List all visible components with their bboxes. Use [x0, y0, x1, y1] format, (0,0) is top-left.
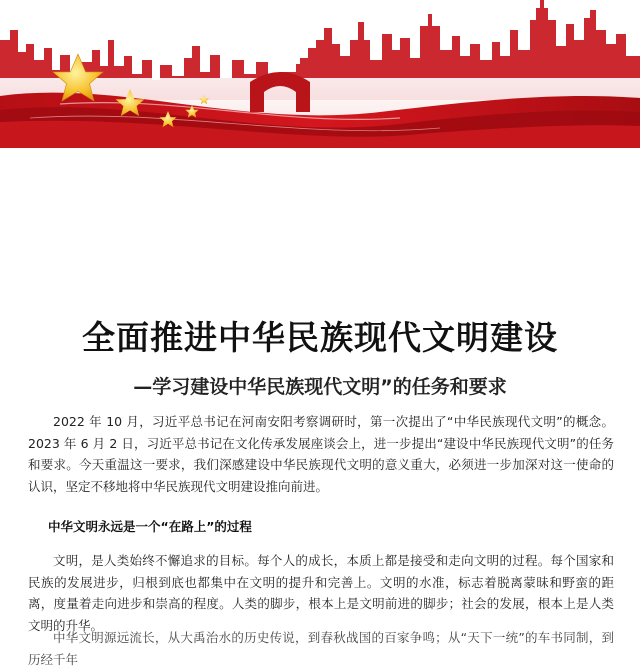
paragraph: 文明，是人类始终不懈追求的目标。每个人的成长，本质上都是接受和走向文明的过程。每个国家和民族的发展进步，归根到底也都集中在文明的提升和完善上。文明的水准，标志着脱离蒙昧和野蛮的距离，度量着走向进步和崇高的程度。人类的脚步，根本上是文明前进的脚步；社会的发展，根本上是人类文明的升华。 — [28, 553, 614, 633]
header-banner — [0, 0, 640, 148]
paragraph: 2022 年 10 月，习近平总书记在河南安阳考察调研时，第一次提出了“中华民族现代文明”的概念。2023 年 6 月 2 日，习近平总书记在文化传承发展座谈会上，进一步提出“建设中华民族现代文明”的任务和要求。今天重温这一要求，我们深感建设中华民族现代文明的意义重大，必须进一步加深对这一使命的认识，坚定不移地将中华民族现代文明建设推向前进。 — [28, 414, 614, 494]
document-subtitle: —学习建设中华民族现代文明”的任务和要求 — [133, 376, 507, 398]
document-title: 全面推进中华民族现代文明建设 — [82, 318, 558, 357]
paragraph: 中华文明源远流长，从大禹治水的历史传说，到春秋战国的百家争鸣；从“天下一统”的车书同制，到历经千年 — [28, 630, 614, 667]
section-heading: 中华文明永远是一个“在路上”的过程 — [48, 519, 252, 534]
